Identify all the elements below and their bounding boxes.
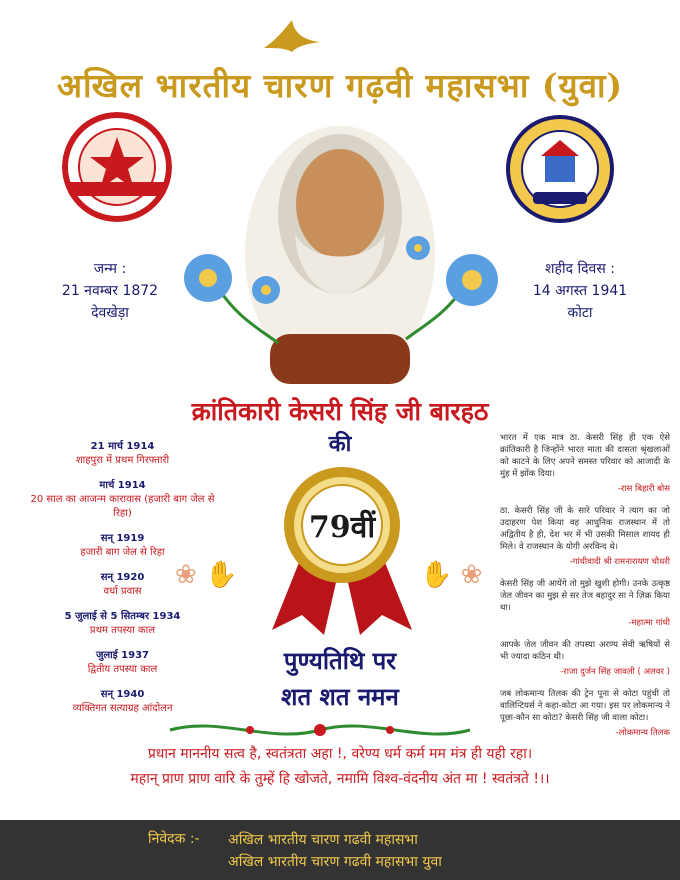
flower-right-icon: [396, 234, 506, 344]
anniversary-text: 79वीं: [308, 510, 376, 545]
death-date: 14 अगस्त 1941: [532, 283, 628, 299]
death-place: कोटा: [567, 305, 593, 321]
quote-author: -रास बिहारी बोस: [617, 484, 670, 494]
quote-author: -गांधीवादी श्री रामनारायण चौधरी: [569, 557, 670, 567]
timeline-event: हजारी बाग जेल से रिहा: [80, 547, 165, 558]
timeline-date: सन् 1919: [100, 533, 145, 544]
vine-ornament-icon: [160, 716, 480, 744]
anniversary-rosette-icon: [262, 465, 422, 635]
quote-text: आपके जेल जीवन की तपस्या अरण्य सेवी ऋषियों से भी ज्यादा कठिन थी।: [500, 640, 670, 662]
footer-line-2: अखिल भारतीय चारण गढवी महासभा युवा: [228, 854, 442, 870]
quote-item: [500, 432, 670, 495]
death-label: शहीद दिवस :: [545, 261, 615, 277]
quote-text: ठा. केसरी सिंह जी के सारे परिवार ने त्याग का जो उदाहरण पेश किया वह आधुनिक राजस्थान में तो अद्वितीय है ही, देश भर में भी उसकी मिसाल शायद ही मिले। वे राजस्थान के योगी अरविन्द थे।: [500, 506, 670, 552]
ki-text: की: [328, 431, 352, 457]
tribute-line-2: शत शत नमन: [281, 682, 399, 711]
timeline-item: [30, 479, 215, 521]
quote-author: -राजा दुर्जन सिंह जावली ( अलवर ): [560, 667, 670, 677]
timeline-item: [30, 532, 215, 560]
quote-item: [500, 578, 670, 629]
death-info: [500, 258, 660, 324]
birth-label: जन्म :: [93, 261, 127, 277]
timeline-event: व्यक्तिगत सत्याग्रह आंदोलन: [72, 703, 173, 714]
headline: क्रांतिकारी केसरी सिंह जी बारहठ: [191, 397, 489, 426]
timeline-event: 20 साल का आजन्म कारावास (हजारी बाग जेल से रिहा): [30, 494, 215, 519]
quote-item: [500, 505, 670, 568]
timeline-date: जुलाई 1937: [95, 650, 149, 661]
flower-left-icon: [178, 248, 288, 348]
poem: [0, 742, 680, 792]
timeline-item: [30, 610, 215, 638]
quote-item: [500, 639, 670, 678]
trust-logo-icon: [505, 114, 615, 224]
timeline-date: सन् 1920: [100, 572, 145, 583]
quote-author: -लोकमान्य तिलक: [615, 728, 670, 738]
folded-hands-right-icon: ✋ ❀: [420, 560, 483, 590]
timeline-item: [30, 440, 215, 468]
bird-emblem-icon: [262, 18, 322, 54]
timeline-event: शाहपुरा में प्रथम गिरफ्तारी: [75, 455, 170, 466]
birth-info: [30, 258, 190, 324]
quote-text: भारत में एक मात्र ठा. केसरी सिंह ही एक ऐसे क्रांतिकारी है जिन्होंने भारत माता की दासता श्रृंखलाओं को काटने के लिए अपने समस्त परिवार को आजादी के मुंह में झोंक दिया।: [500, 433, 670, 479]
quote-text: जब लोकमान्य तिलक की ट्रेन पूना से कोटा पहुंची तो वालिन्टियर्स ने कहा-कोटा आ गया। इस पर लोकमान्य ने पूछा-कौन सा कोटा? केसरी सिंह जी वाला कोटा।: [500, 689, 670, 723]
birth-place: देवखेड़ा: [91, 305, 129, 321]
footer-line-1: अखिल भारतीय चारण गढवी महासभा: [228, 832, 418, 848]
timeline-date: सन् 1940: [100, 689, 145, 700]
footer-label: निवेदक :-: [148, 831, 200, 847]
timeline-event: वर्धा प्रवास: [103, 586, 142, 597]
quote-author: -महात्मा गांधी: [628, 618, 670, 628]
birth-date: 21 नवम्बर 1872: [61, 283, 159, 299]
poem-line-1: प्रधान माननीय सत्व है, स्वतंत्रता अहा !, वरेण्य धर्म कर्म मम मंत्र ही यही रहा।: [147, 746, 533, 762]
poem-line-2: महान् प्राण प्राण वारि के तुम्हें हि खोजते, नमामि विश्व-वंदनीय अंत मा ! स्वतंत्रते !।।: [130, 771, 550, 787]
quotes-column: [500, 432, 670, 749]
quote-item: [500, 688, 670, 739]
mahasabha-logo-icon: [62, 112, 172, 222]
folded-hands-left-icon: ❀ ✋: [175, 560, 238, 590]
tribute-line-1: पुण्यतिथि पर: [283, 646, 397, 675]
footer-organizations: [228, 829, 442, 873]
timeline-event: द्वितीय तपस्या काल: [87, 664, 158, 675]
timeline-date: 21 मार्च 1914: [90, 441, 155, 452]
page-title: अखिल भारतीय चारण गढ़वी महासभा (युवा): [56, 66, 624, 105]
quote-text: केसरी सिंह जी आयेंगे तो मुझे खुशी होगी। उनके उत्कृष्ठ जेल जीवन का मुझ से सर तेज बहादुर सा ने ज़िक्र किया था।: [500, 579, 670, 613]
timeline-event: प्रथम तपस्या काल: [89, 625, 156, 636]
timeline-date: 5 जुलाई से 5 सितम्बर 1934: [64, 611, 181, 622]
timeline-date: मार्च 1914: [99, 480, 146, 491]
